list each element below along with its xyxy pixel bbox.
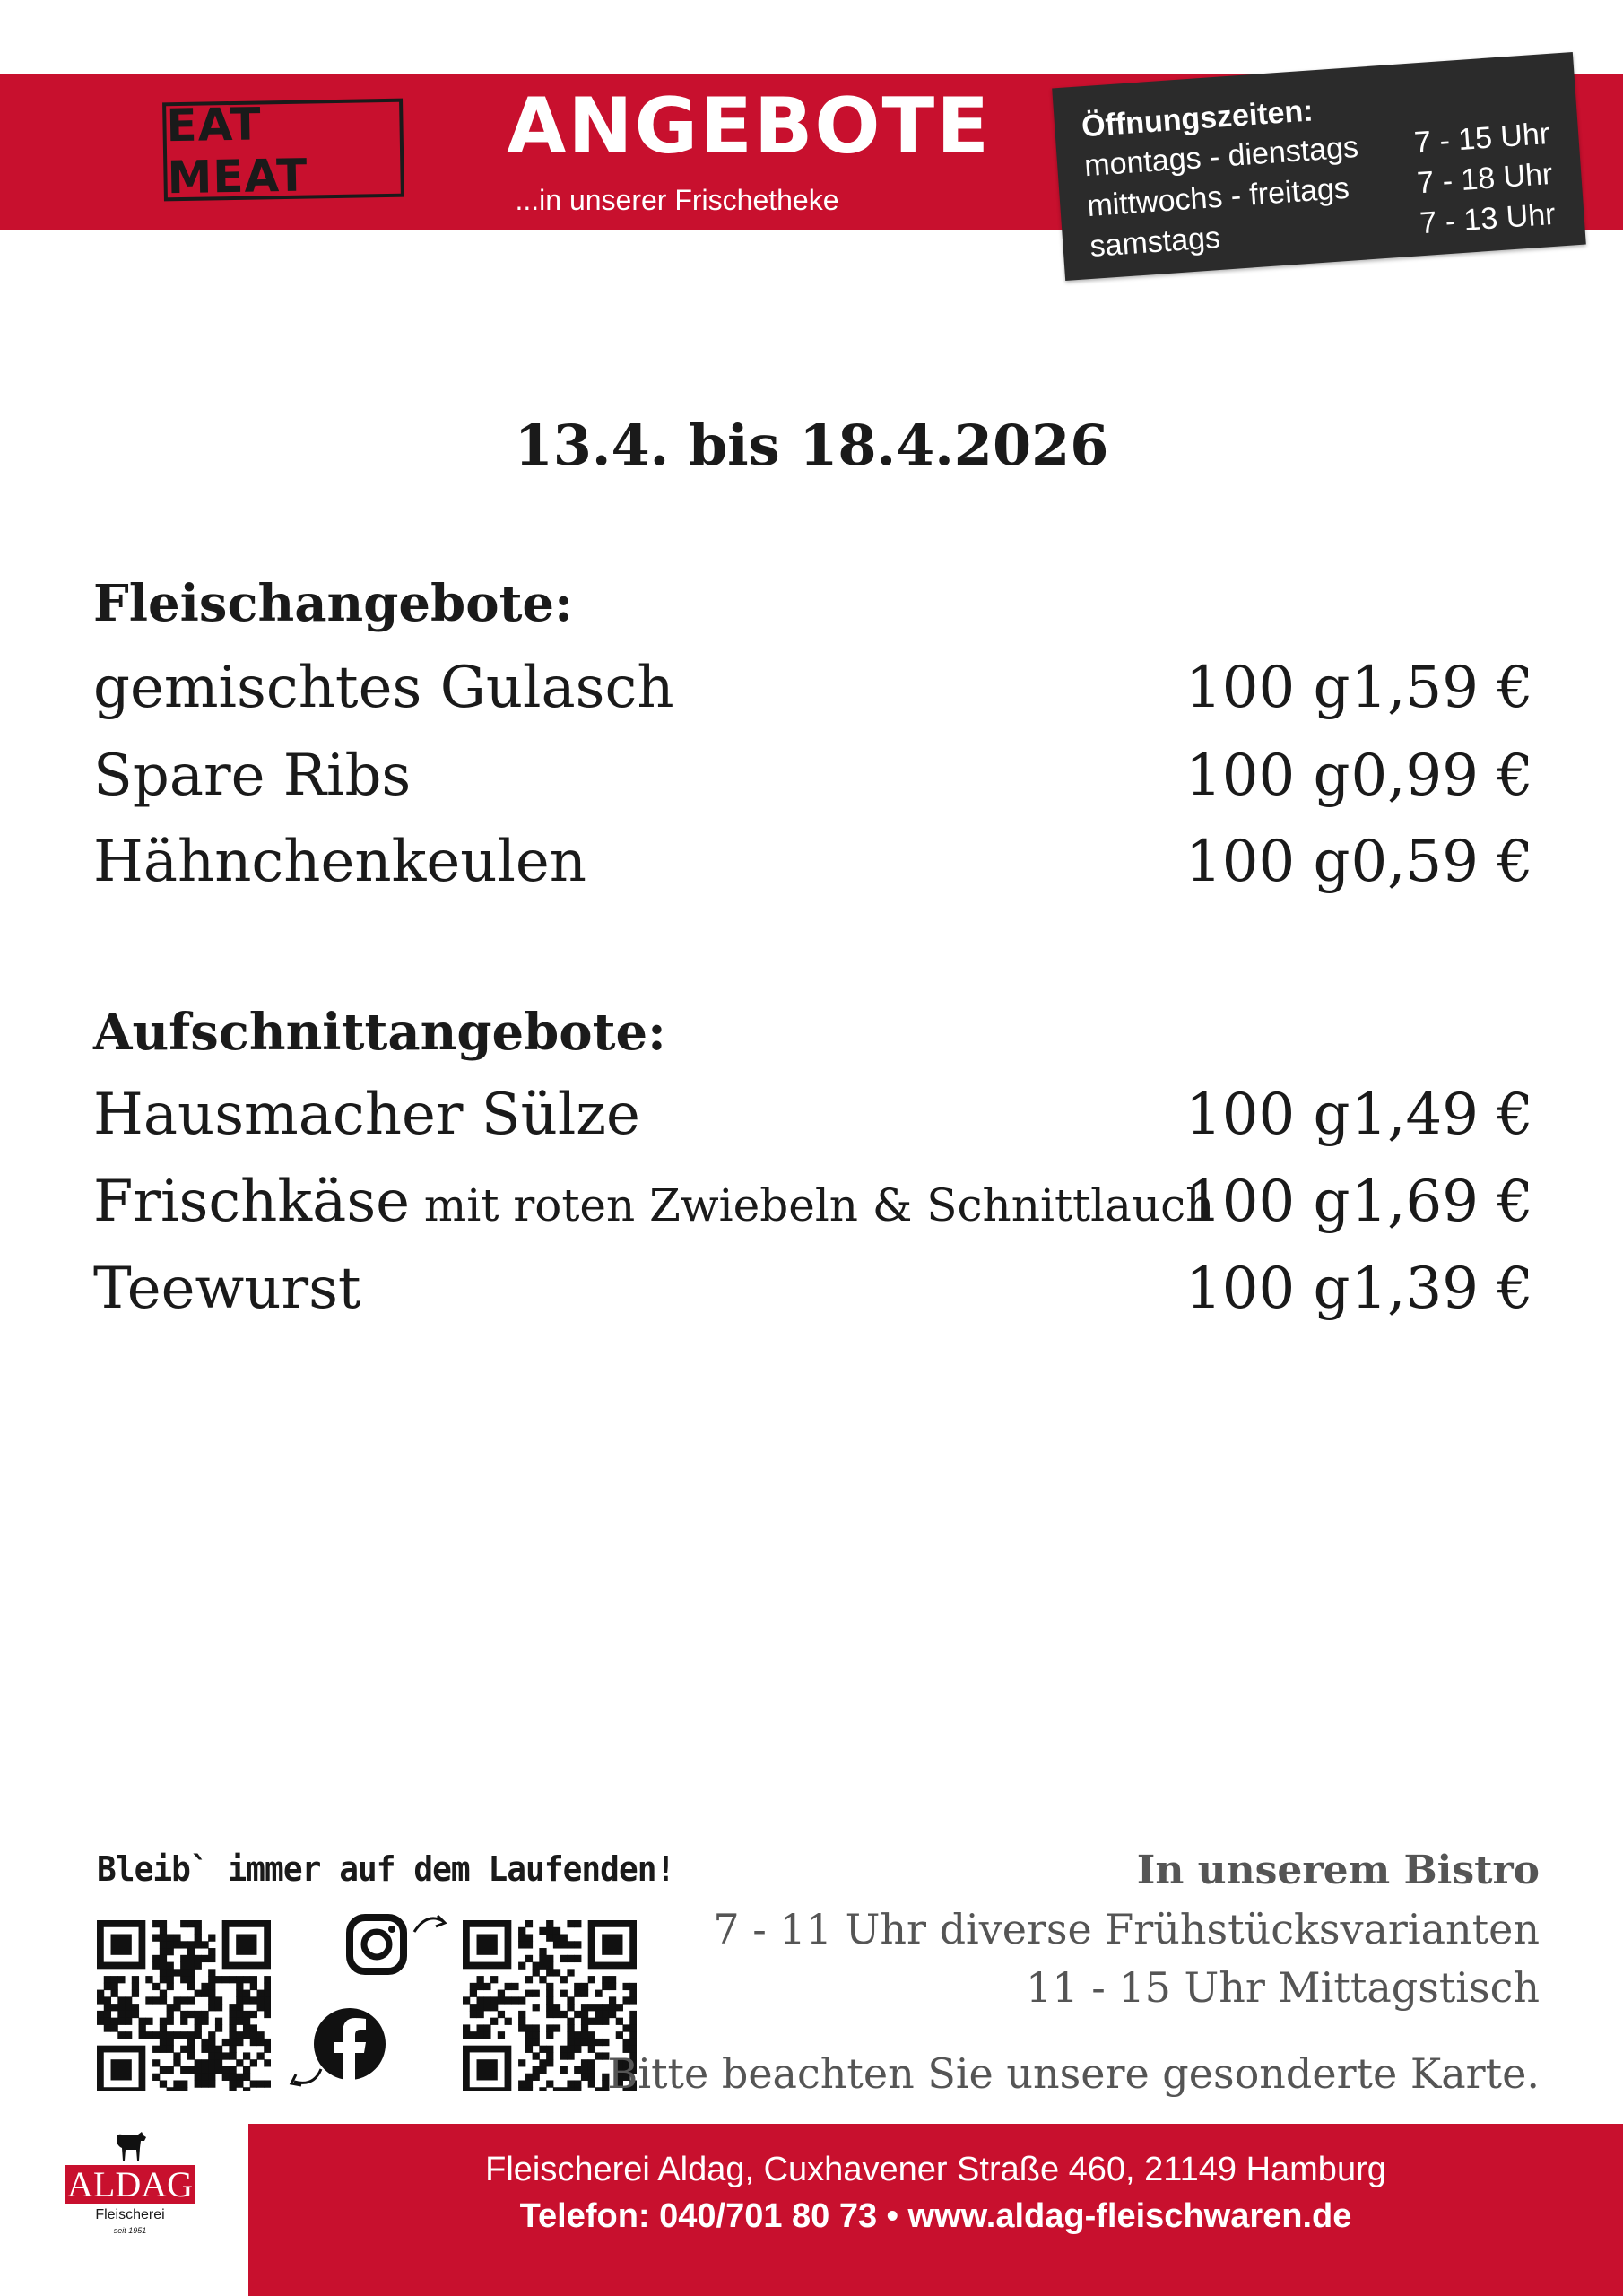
- facebook-qr-code[interactable]: [97, 1920, 271, 2091]
- hours-time: 7 - 13 Uhr: [1419, 196, 1557, 241]
- hours-time: 7 - 18 Uhr: [1416, 156, 1554, 201]
- offer-item: [93, 1169, 1533, 1240]
- bistro-note: Bitte beachten Sie unsere gesonderte Karte.: [607, 2049, 1540, 2098]
- section-heading-cold-cuts: Aufschnittangebote:: [93, 1003, 666, 1062]
- item-name: [93, 1169, 1214, 1235]
- item-name: Spare Ribs: [93, 743, 412, 809]
- item-unit: 100 g: [1185, 655, 1350, 721]
- logo-since: seit 1951: [113, 2226, 147, 2235]
- opening-hours-heading: Öffnungszeiten:: [1080, 93, 1315, 144]
- item-unit: 100 g: [1185, 1256, 1350, 1322]
- offer-item: [93, 829, 1533, 900]
- facebook-icon[interactable]: [278, 2006, 390, 2096]
- page-subtitle: ...in unserer Frischetheke: [515, 184, 839, 216]
- hours-time: 7 - 15 Uhr: [1412, 117, 1551, 161]
- item-price: 1,69 €: [1350, 1169, 1533, 1235]
- section-heading-meat: Fleischangebote:: [93, 574, 573, 633]
- item-price: 1,39 €: [1350, 1256, 1533, 1322]
- offer-item: [93, 655, 1533, 726]
- item-unit: 100 g: [1185, 829, 1350, 895]
- item-name: gemischtes Gulasch: [93, 655, 674, 721]
- instagram-icon[interactable]: [346, 1912, 458, 1975]
- page-title: ANGEBOTE: [507, 82, 991, 171]
- footer-address: Fleischerei Aldag, Cuxhavener Straße 460, 21149 Hamburg: [485, 2151, 1386, 2188]
- bistro-heading: In unserem Bistro: [1136, 1848, 1540, 1893]
- social-heading: Bleib` immer auf dem Laufenden!: [97, 1849, 675, 1889]
- logo-subtitle: Fleischerei: [95, 2207, 165, 2222]
- hours-days: samstags: [1089, 220, 1222, 264]
- hours-days: montags - dienstags: [1083, 129, 1360, 184]
- item-name: Hähnchenkeulen: [93, 829, 586, 895]
- item-unit: 100 g: [1185, 1082, 1350, 1148]
- item-price: 0,99 €: [1350, 743, 1533, 809]
- aldag-logo: ALDAG: [65, 2165, 195, 2204]
- offer-item: [93, 1082, 1533, 1153]
- item-price: 1,49 €: [1350, 1082, 1533, 1148]
- offer-item: [93, 743, 1533, 814]
- footer-band: [248, 2124, 1623, 2296]
- item-unit: 100 g: [1185, 743, 1350, 809]
- offer-item: [93, 1256, 1533, 1327]
- bistro-breakfast: 7 - 11 Uhr diverse Frühstücksvarianten: [713, 1905, 1540, 1953]
- item-note: mit roten Zwiebeln & Schnittlauch: [410, 1179, 1215, 1231]
- item-unit: 100 g: [1185, 1169, 1350, 1235]
- cow-icon: [115, 2132, 147, 2162]
- offer-date-range: 13.4. bis 18.4.2026: [514, 413, 1109, 478]
- hours-days: mittwochs - freitags: [1086, 170, 1350, 224]
- eat-meat-stamp: EAT MEAT: [162, 99, 404, 202]
- item-price: 0,59 €: [1350, 829, 1533, 895]
- item-name: Hausmacher Sülze: [93, 1082, 640, 1148]
- item-price: 1,59 €: [1350, 655, 1533, 721]
- item-name: Teewurst: [93, 1256, 361, 1322]
- bistro-lunch: 11 - 15 Uhr Mittagstisch: [1026, 1963, 1540, 2012]
- item-name-main: Frischkäse: [93, 1169, 411, 1235]
- footer-contact[interactable]: Telefon: 040/701 80 73 • www.aldag-fleischwaren.de: [519, 2197, 1352, 2235]
- opening-hours-board: [1052, 52, 1586, 281]
